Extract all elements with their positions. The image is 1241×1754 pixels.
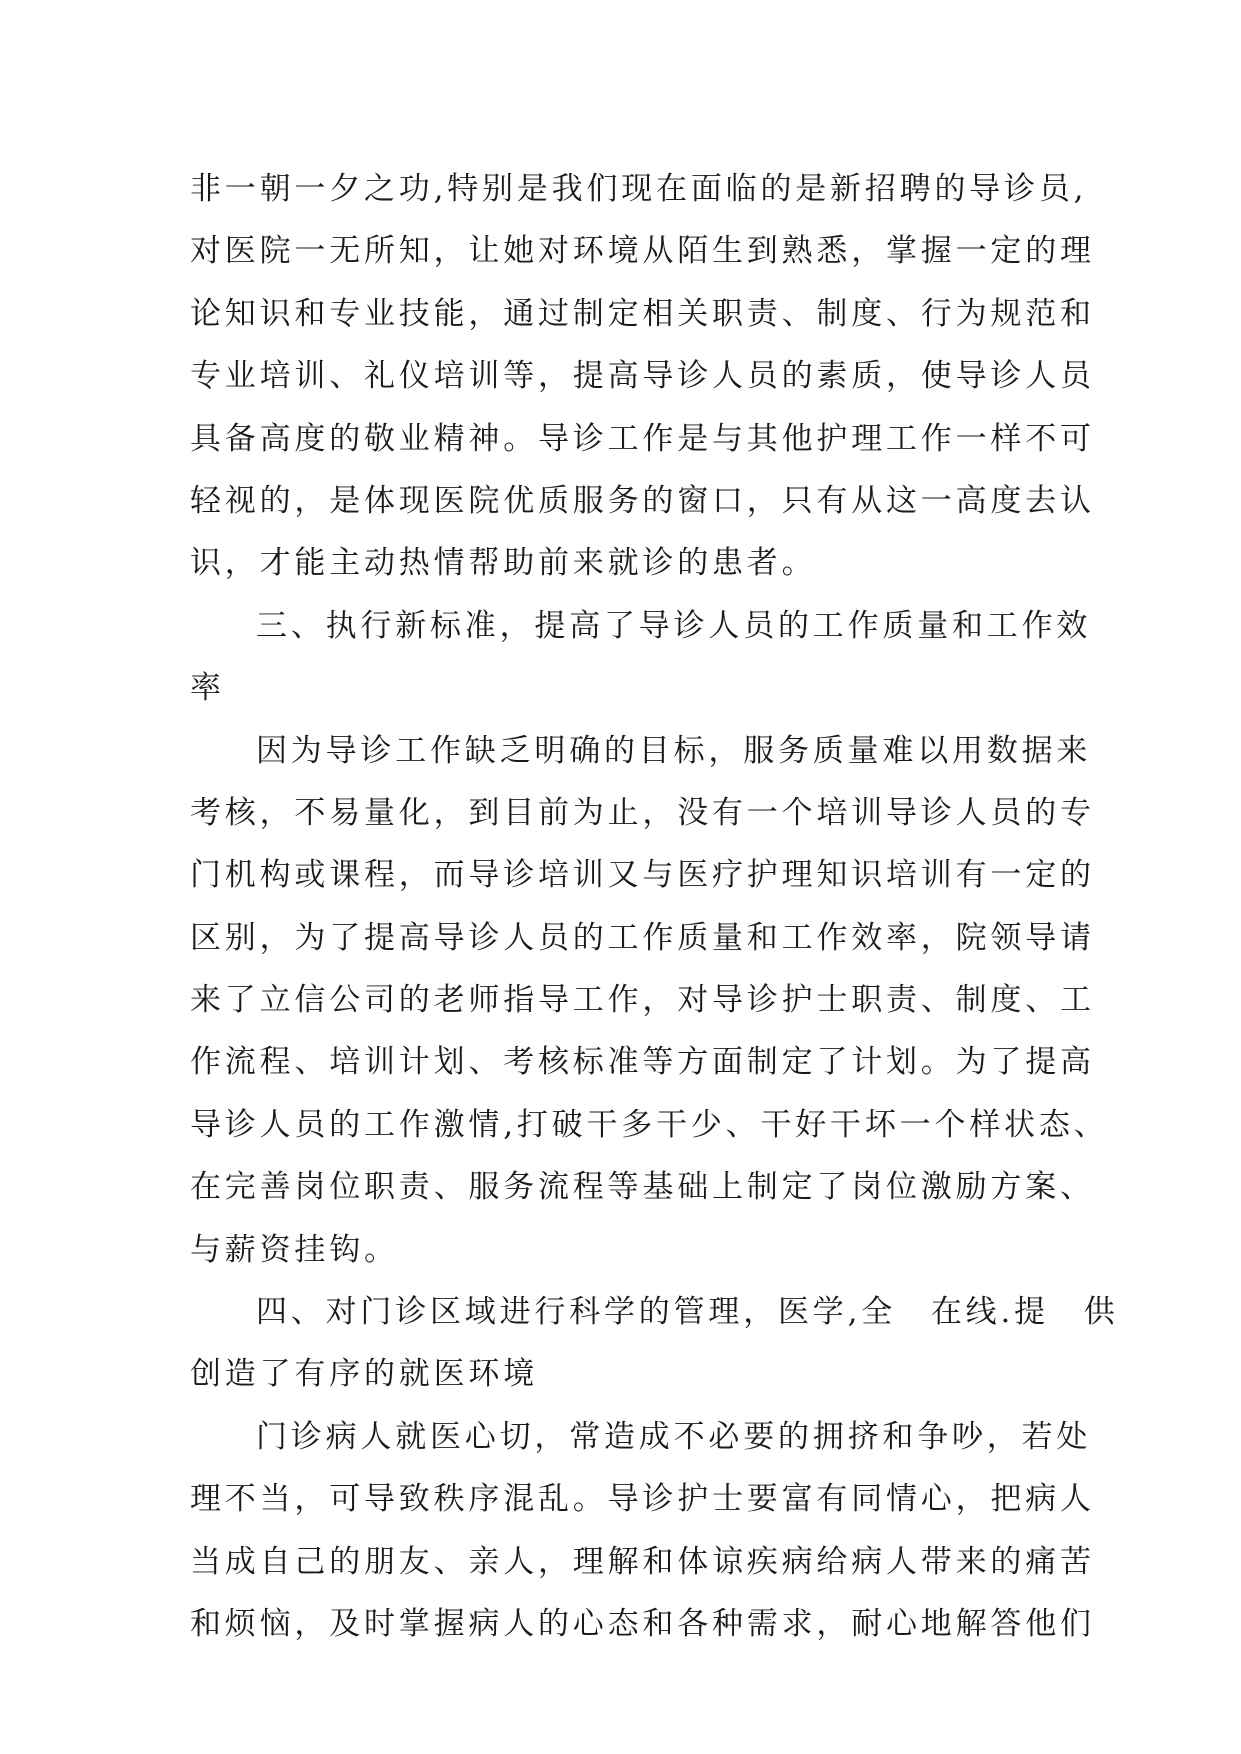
text-line: 非一朝一夕之功,特别是我们现在面临的是新招聘的导诊员, [190,171,1088,207]
text-line: 具备高度的敬业精神。导诊工作是与其他护理工作一样不可 [190,420,1095,457]
text-line: 门诊病人就医心切，常造成不必要的拥挤和争吵，若处 [256,1418,1092,1455]
text-line: 对医院一无所知，让她对环境从陌生到熟悉，掌握一定的理 [190,233,1095,270]
text-line: 与薪资挂钩。 [190,1231,399,1268]
text-line: 在完善岗位职责、服务流程等基础上制定了岗位激励方案、 [190,1169,1095,1206]
text-line: 来了立信公司的老师指导工作，对导诊护士职责、制度、工 [190,982,1095,1019]
text-line: 考核，不易量化，到目前为止，没有一个培训导诊人员的专 [190,794,1095,831]
text-line: 作流程、培训计划、考核标准等方面制定了计划。为了提高 [190,1044,1095,1081]
text-line: 识，才能主动热情帮助前来就诊的患者。 [190,545,817,582]
text-line: 专业培训、礼仪培训等，提高导诊人员的素质，使导诊人员 [190,358,1095,395]
section-heading-continued: 率 [190,670,225,707]
text-line: 因为导诊工作缺乏明确的目标，服务质量难以用数据来 [256,732,1092,769]
section-heading-continued: 创造了有序的就医环境 [190,1356,538,1393]
body-text [190,158,1119,1655]
section-heading: 四、对门诊区域进行科学的管理，医学,全 在线.提 供 [256,1294,1119,1331]
text-line: 和烦恼，及时掌握病人的心态和各种需求，耐心地解答他们 [190,1605,1095,1642]
text-line: 区别，为了提高导诊人员的工作质量和工作效率，院领导请 [190,919,1095,956]
text-line: 当成自己的朋友、亲人，理解和体谅疾病给病人带来的痛苦 [190,1543,1095,1580]
text-line: 轻视的，是体现医院优质服务的窗口，只有从这一高度去认 [190,482,1095,519]
section-heading: 三、执行新标准，提高了导诊人员的工作质量和工作效 [256,607,1092,644]
text-line: 导诊人员的工作激情,打破干多干少、干好干坏一个样状态、 [190,1106,1109,1143]
text-line: 门机构或课程，而导诊培训又与医疗护理知识培训有一定的 [190,857,1095,894]
text-line: 理不当，可导致秩序混乱。导诊护士要富有同情心，把病人 [190,1481,1095,1518]
text-line: 论知识和专业技能，通过制定相关职责、制度、行为规范和 [190,295,1095,332]
